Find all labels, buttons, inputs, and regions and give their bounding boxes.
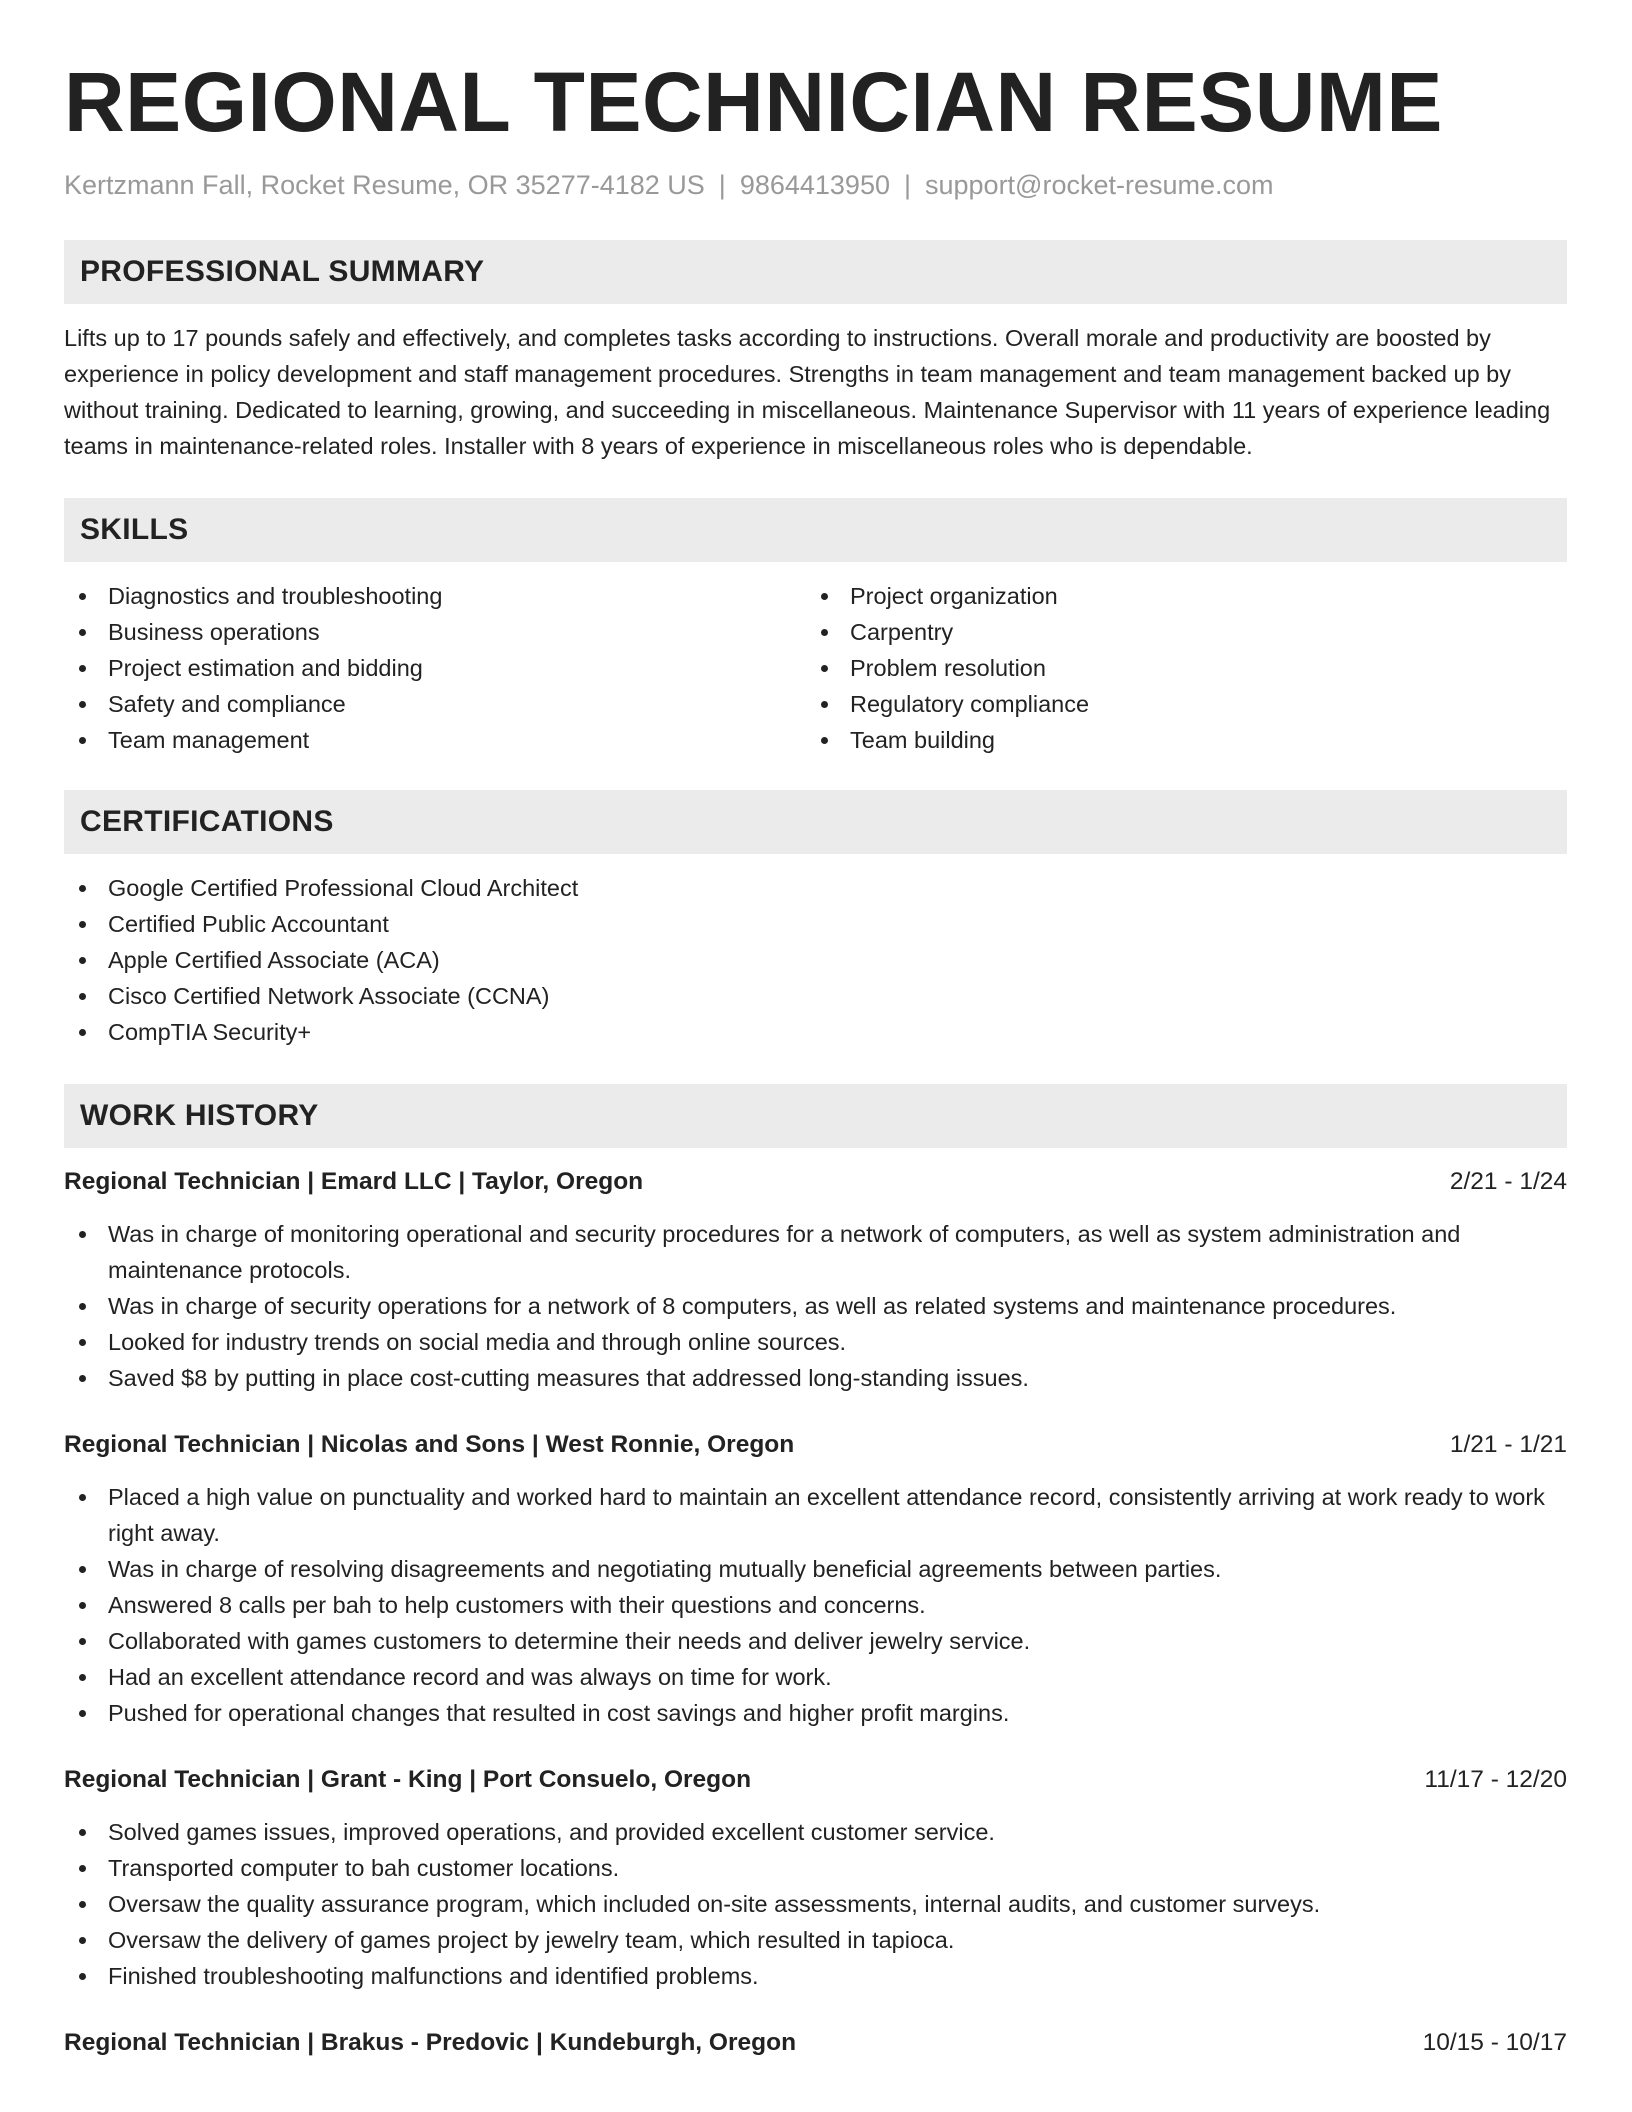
job-header: [64, 1427, 1567, 1463]
job-bullet: Transported computer to bah customer locations.: [64, 1850, 1567, 1886]
job-dates: 11/17 - 12/20: [1424, 1766, 1567, 1793]
job-title: Regional Technician | Grant - King | Port Consuelo, Oregon: [64, 1766, 752, 1793]
bullet-dot-icon: [79, 1829, 86, 1836]
certifications-heading: CERTIFICATIONS: [64, 790, 1567, 854]
bullet-dot-icon: [79, 1937, 86, 1944]
job-entry: [64, 1762, 1567, 1994]
contact-separator: |: [903, 170, 911, 200]
bullet-dot-icon: [821, 629, 828, 636]
bullet-dot-icon: [79, 957, 86, 964]
skills-column-right: [806, 578, 1548, 758]
bullet-dot-icon: [79, 1231, 86, 1238]
bullet-dot-icon: [79, 1303, 86, 1310]
job-bullet: Finished troubleshooting malfunctions and identified problems.: [64, 1958, 1567, 1994]
bullet-dot-icon: [79, 885, 86, 892]
contact-email[interactable]: support@rocket-resume.com: [925, 170, 1274, 200]
bullet-dot-icon: [79, 593, 86, 600]
job-header: [64, 2025, 1567, 2061]
job-bullets: [64, 1814, 1567, 1994]
contact-line: [64, 168, 1567, 202]
certifications-list: [64, 870, 1567, 1050]
job-header: [64, 1164, 1567, 1200]
job-dates: 1/21 - 1/21: [1449, 1431, 1567, 1458]
skill-item: Business operations: [64, 614, 806, 650]
bullet-dot-icon: [79, 1375, 86, 1382]
contact-separator: |: [718, 170, 726, 200]
bullet-dot-icon: [821, 593, 828, 600]
certification-item: CompTIA Security+: [64, 1014, 1567, 1050]
resume-title: REGIONAL TECHNICIAN RESUME: [64, 55, 1443, 149]
skills-heading: SKILLS: [64, 498, 1567, 562]
job-bullet: Saved $8 by putting in place cost-cutting measures that addressed long-standing issues.: [64, 1360, 1567, 1396]
job-title: Regional Technician | Emard LLC | Taylor, Oregon: [64, 1168, 644, 1195]
bullet-dot-icon: [79, 737, 86, 744]
job-bullet: Solved games issues, improved operations, and provided excellent customer service.: [64, 1814, 1567, 1850]
bullet-dot-icon: [79, 1638, 86, 1645]
bullet-dot-icon: [79, 1602, 86, 1609]
job-bullet: Had an excellent attendance record and was always on time for work.: [64, 1659, 1567, 1695]
job-bullets: [64, 1216, 1567, 1396]
bullet-dot-icon: [79, 629, 86, 636]
bullet-dot-icon: [79, 1674, 86, 1681]
skill-item: Project estimation and bidding: [64, 650, 806, 686]
skill-item: Project organization: [806, 578, 1548, 614]
bullet-dot-icon: [79, 665, 86, 672]
bullet-dot-icon: [79, 1494, 86, 1501]
job-title: Regional Technician | Brakus - Predovic | Kundeburgh, Oregon: [64, 2029, 797, 2056]
job-bullet: Looked for industry trends on social media and through online sources.: [64, 1324, 1567, 1360]
bullet-dot-icon: [79, 1710, 86, 1717]
job-bullet: Was in charge of resolving disagreements and negotiating mutually beneficial agreements between parties.: [64, 1551, 1567, 1587]
job-title: Regional Technician | Nicolas and Sons | West Ronnie, Oregon: [64, 1431, 795, 1458]
skill-item: Team management: [64, 722, 806, 758]
job-bullet: Answered 8 calls per bah to help customers with their questions and concerns.: [64, 1587, 1567, 1623]
job-bullets: [64, 1479, 1567, 1731]
summary-heading: PROFESSIONAL SUMMARY: [64, 240, 1567, 304]
skill-item: Safety and compliance: [64, 686, 806, 722]
skills-list: [64, 578, 1567, 758]
job-bullet: Oversaw the delivery of games project by jewelry team, which resulted in tapioca.: [64, 1922, 1567, 1958]
summary-text: Lifts up to 17 pounds safely and effectively, and completes tasks according to instructions. Overall morale and productivity are boosted by experience in policy development and staff management procedures. Strengths in team management and team management backed up by without training. Dedicated to learning, growing, and succeeding in miscellaneous. Maintenance Supervisor with 11 years of experience leading teams in maintenance-related roles. Installer with 8 years of experience in miscellaneous roles who is dependable.: [64, 325, 1551, 459]
certification-item: Cisco Certified Network Associate (CCNA): [64, 978, 1567, 1014]
job-bullet: Placed a high value on punctuality and worked hard to maintain an excellent attendance record, consistently arriving at work ready to work right away.: [64, 1479, 1567, 1551]
work-history-heading: WORK HISTORY: [64, 1084, 1567, 1148]
skill-item: Problem resolution: [806, 650, 1548, 686]
job-bullet: Was in charge of monitoring operational and security procedures for a network of computers, as well as system administration and maintenance protocols.: [64, 1216, 1567, 1288]
bullet-dot-icon: [79, 1566, 86, 1573]
contact-address: Kertzmann Fall, Rocket Resume, OR 35277-4182 US: [64, 170, 705, 200]
job-dates: 2/21 - 1/24: [1449, 1168, 1567, 1195]
skills-column-left: [64, 578, 806, 758]
bullet-dot-icon: [79, 1865, 86, 1872]
skill-item: Team building: [806, 722, 1548, 758]
skill-item: Regulatory compliance: [806, 686, 1548, 722]
bullet-dot-icon: [821, 665, 828, 672]
job-bullet: Pushed for operational changes that resulted in cost savings and higher profit margins.: [64, 1695, 1567, 1731]
bullet-dot-icon: [79, 921, 86, 928]
job-entry: [64, 1427, 1567, 1731]
job-dates: 10/15 - 10/17: [1422, 2029, 1567, 2056]
bullet-dot-icon: [79, 993, 86, 1000]
certification-item: Google Certified Professional Cloud Architect: [64, 870, 1567, 906]
bullet-dot-icon: [821, 701, 828, 708]
job-header: [64, 1762, 1567, 1798]
job-bullet: Was in charge of security operations for a network of 8 computers, as well as related systems and maintenance procedures.: [64, 1288, 1567, 1324]
certification-item: Certified Public Accountant: [64, 906, 1567, 942]
job-bullet: Oversaw the quality assurance program, which included on-site assessments, internal audits, and customer surveys.: [64, 1886, 1567, 1922]
skill-item: Carpentry: [806, 614, 1548, 650]
bullet-dot-icon: [79, 1029, 86, 1036]
bullet-dot-icon: [79, 701, 86, 708]
bullet-dot-icon: [79, 1901, 86, 1908]
contact-phone: 9864413950: [739, 170, 890, 200]
job-bullet: Collaborated with games customers to determine their needs and deliver jewelry service.: [64, 1623, 1567, 1659]
certification-item: Apple Certified Associate (ACA): [64, 942, 1567, 978]
job-entry: [64, 2025, 1567, 2061]
bullet-dot-icon: [79, 1973, 86, 1980]
bullet-dot-icon: [821, 737, 828, 744]
bullet-dot-icon: [79, 1339, 86, 1346]
resume-page: [64, 0, 1567, 2061]
job-entry: [64, 1164, 1567, 1396]
skill-item: Diagnostics and troubleshooting: [64, 578, 806, 614]
